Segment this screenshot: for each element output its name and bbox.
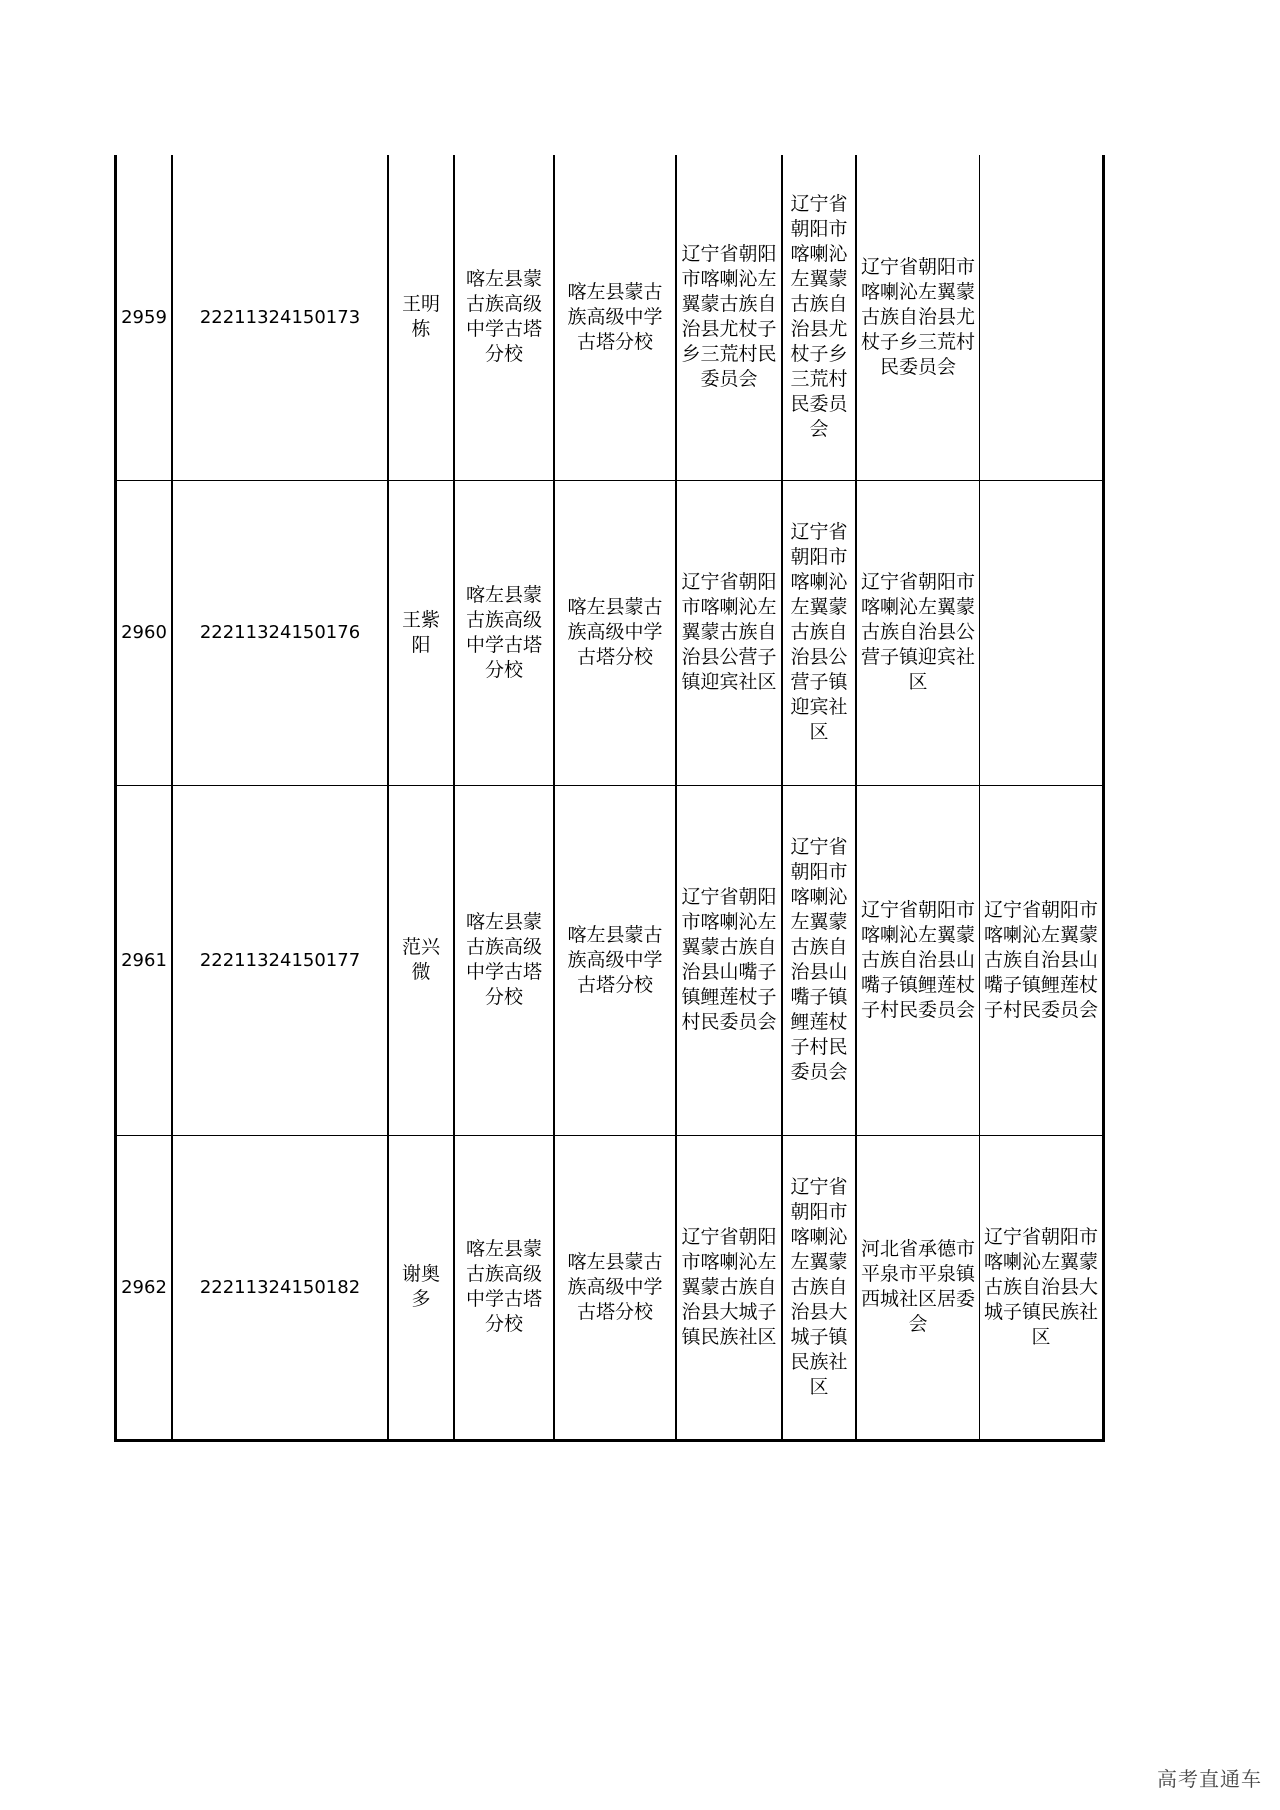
- address-3: 辽宁省朝阳市喀喇沁左翼蒙古族自治县山嘴子镇鲤莲杖子村民委员会: [861, 898, 976, 1021]
- school-cell-2: [554, 155, 676, 480]
- address-cell-3: [856, 480, 980, 785]
- address-cell-3: [856, 785, 980, 1135]
- table-row: [116, 155, 1104, 480]
- address-4: 辽宁省朝阳市喀喇沁左翼蒙古族自治县山嘴子镇鲤莲杖子村民委员会: [984, 898, 1099, 1021]
- address-cell-1: [676, 1135, 782, 1440]
- row-number-cell: [116, 1135, 173, 1440]
- exam-id-cell: [172, 480, 388, 785]
- school-name: 喀左县蒙古族高级中学古塔分校: [465, 583, 542, 681]
- school-name: 喀左县蒙古族高级中学古塔分校: [465, 911, 542, 1008]
- student-name: 王紫阳: [401, 608, 440, 656]
- row-number: 2959: [121, 306, 167, 328]
- school-cell: [454, 480, 554, 785]
- row-number-cell: [116, 155, 173, 480]
- address-cell-2: [782, 480, 856, 785]
- address-cell-2: [782, 785, 856, 1135]
- student-name: 王明栋: [401, 293, 440, 341]
- address-cell-3: [856, 155, 980, 480]
- address-cell-4: [980, 480, 1104, 785]
- name-cell: [388, 480, 454, 785]
- address-1: 辽宁省朝阳市喀喇沁左翼蒙古族自治县大城子镇民族社区: [681, 1225, 777, 1348]
- table-row: [116, 785, 1104, 1135]
- address-1: 辽宁省朝阳市喀喇沁左翼蒙古族自治县山嘴子镇鲤莲杖子村民委员会: [681, 886, 777, 1033]
- row-number: 2960: [121, 622, 167, 643]
- school-cell-2: [554, 785, 676, 1135]
- school-name: 喀左县蒙古族高级中学古塔分校: [465, 268, 542, 366]
- table-row: [116, 480, 1104, 785]
- school-cell-2: [554, 1135, 676, 1440]
- exam-id-cell: [172, 1135, 388, 1440]
- exam-id: 22211324150182: [199, 1276, 361, 1298]
- address-1: 辽宁省朝阳市喀喇沁左翼蒙古族自治县公营子镇迎宾社区: [681, 571, 777, 693]
- address-3: 河北省承德市平泉市平泉镇西城社区居委会: [861, 1238, 976, 1335]
- name-cell: [388, 1135, 454, 1440]
- name-cell: [388, 785, 454, 1135]
- school-cell: [454, 155, 554, 480]
- school-name-2: 喀左县蒙古族高级中学古塔分校: [567, 923, 663, 996]
- address-cell-4: [980, 1135, 1104, 1440]
- school-name: 喀左县蒙古族高级中学古塔分校: [465, 1238, 542, 1335]
- row-number-cell: [116, 785, 173, 1135]
- school-name-2: 喀左县蒙古族高级中学古塔分校: [567, 596, 663, 668]
- table-row: [116, 1135, 1104, 1440]
- student-name: 范兴微: [401, 936, 440, 983]
- address-3: 辽宁省朝阳市喀喇沁左翼蒙古族自治县尤杖子乡三荒村民委员会: [861, 255, 976, 378]
- row-number: 2962: [121, 1276, 167, 1298]
- exam-id: 22211324150173: [199, 306, 361, 328]
- school-cell: [454, 1135, 554, 1440]
- school-name-2: 喀左县蒙古族高级中学古塔分校: [567, 280, 663, 353]
- address-cell-1: [676, 785, 782, 1135]
- roster-table: [114, 155, 1105, 1442]
- address-3: 辽宁省朝阳市喀喇沁左翼蒙古族自治县公营子镇迎宾社区: [861, 571, 976, 693]
- address-1: 辽宁省朝阳市喀喇沁左翼蒙古族自治县尤杖子乡三荒村民委员会: [681, 243, 777, 391]
- watermark-text: 高考直通车: [1157, 1767, 1262, 1791]
- exam-id: 22211324150176: [199, 622, 361, 643]
- address-2: 辽宁省朝阳市喀喇沁左翼蒙古族自治县大城子镇民族社区: [790, 1175, 848, 1398]
- address-cell-2: [782, 1135, 856, 1440]
- address-4: 辽宁省朝阳市喀喇沁左翼蒙古族自治县大城子镇民族社区: [984, 1225, 1099, 1348]
- address-2: 辽宁省朝阳市喀喇沁左翼蒙古族自治县公营子镇迎宾社区: [790, 521, 848, 743]
- student-name: 谢奥多: [401, 1263, 440, 1310]
- exam-id: 22211324150177: [199, 949, 361, 971]
- row-number: 2961: [121, 949, 167, 971]
- school-cell-2: [554, 480, 676, 785]
- row-number-cell: [116, 480, 173, 785]
- address-2: 辽宁省朝阳市喀喇沁左翼蒙古族自治县尤杖子乡三荒村民委员会: [790, 193, 848, 441]
- address-cell-1: [676, 155, 782, 480]
- school-cell: [454, 785, 554, 1135]
- school-name-2: 喀左县蒙古族高级中学古塔分校: [567, 1250, 663, 1323]
- exam-id-cell: [172, 785, 388, 1135]
- address-2: 辽宁省朝阳市喀喇沁左翼蒙古族自治县山嘴子镇鲤莲杖子村民委员会: [790, 836, 848, 1083]
- address-cell-4: [980, 785, 1104, 1135]
- address-cell-2: [782, 155, 856, 480]
- address-cell-4: [980, 155, 1104, 480]
- name-cell: [388, 155, 454, 480]
- address-cell-1: [676, 480, 782, 785]
- exam-id-cell: [172, 155, 388, 480]
- address-cell-3: [856, 1135, 980, 1440]
